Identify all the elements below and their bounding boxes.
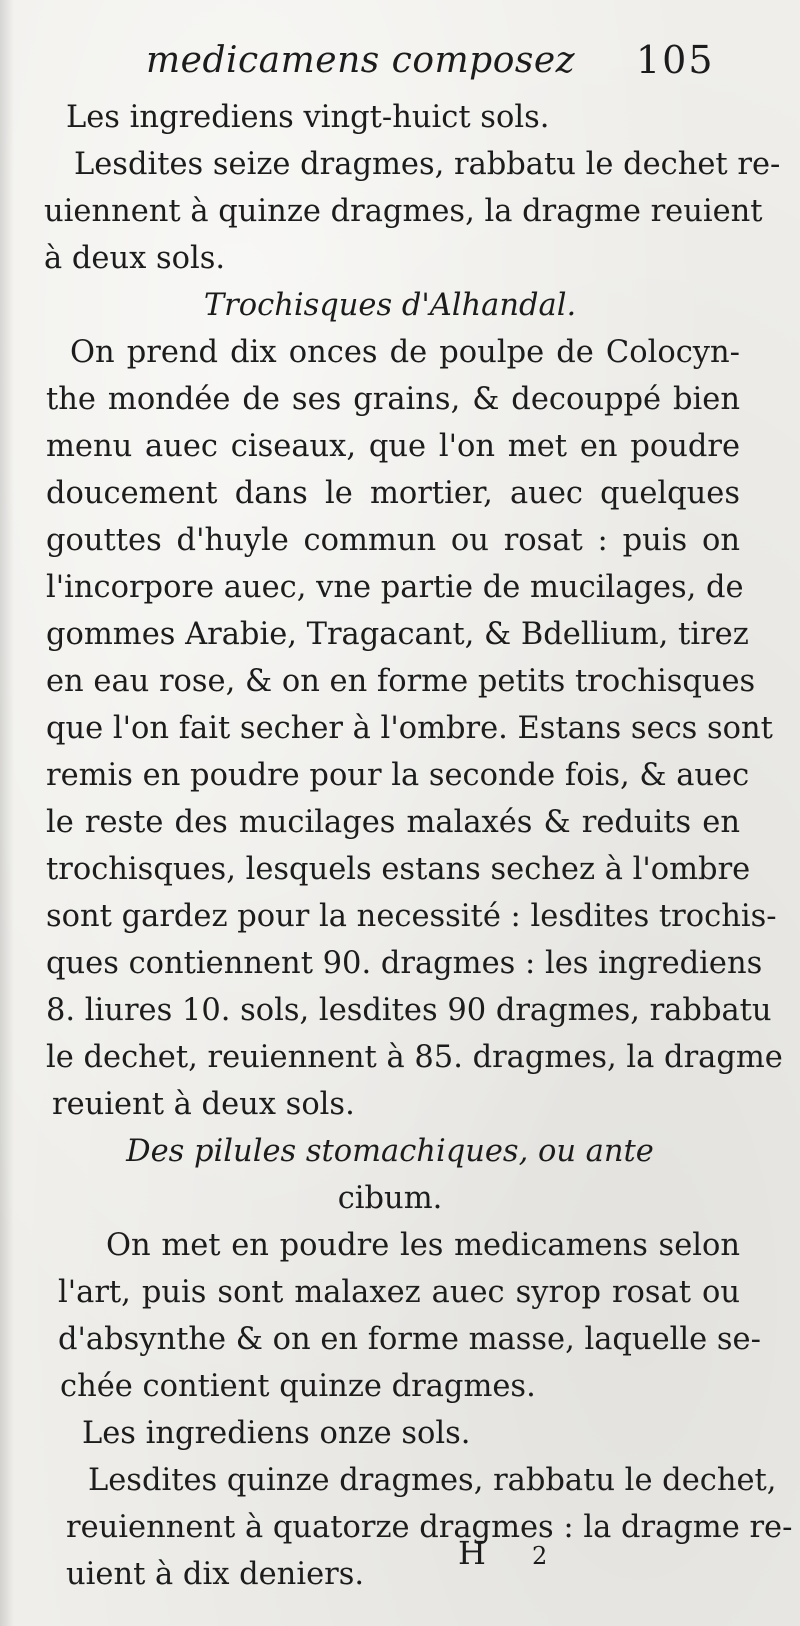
text-line: 8. liures 10. sols, lesdites 90 dragmes, rabbatu	[46, 993, 772, 1028]
text-line: l'incorpore auec, vne partie de mucilages, de	[46, 570, 744, 605]
text-line: the mondée de ses grains, & decouppé bien	[46, 382, 740, 417]
text-line: Lesdites seize dragmes, rabbatu le dechet re-	[74, 147, 781, 182]
text-line: reuient à deux sols.	[52, 1087, 355, 1122]
text-line: gouttes d'huyle commun ou rosat : puis on	[46, 523, 740, 558]
text-line: d'absynthe & on en forme masse, laquelle se-	[58, 1322, 761, 1357]
text-line: On met en poudre les medicamens selon	[106, 1228, 740, 1263]
signature-letter: H	[458, 1534, 486, 1572]
signature-number: 2	[532, 1542, 548, 1570]
text-line: doucement dans le mortier, auec quelques	[46, 476, 740, 511]
text-line: en eau rose, & on en forme petits trochisques	[46, 664, 756, 699]
text-line: ques contiennent 90. dragmes : les ingrediens	[46, 946, 763, 981]
section-heading-line: Trochisques d'Alhandal.	[203, 288, 577, 323]
text-line: Les ingrediens onze sols.	[82, 1416, 471, 1451]
text-line: chée contient quinze dragmes.	[60, 1369, 536, 1404]
text-line: que l'on fait secher à l'ombre. Estans secs sont	[46, 711, 773, 746]
text-line: le reste des mucilages malaxés & reduits en	[46, 805, 740, 840]
running-title: medicamens composez	[146, 40, 576, 81]
text-line: menu auec ciseaux, que l'on met en poudre	[46, 429, 740, 464]
text-line: gommes Arabie, Tragacant, & Bdellium, tirez	[46, 617, 749, 652]
text-line: uient à dix deniers.	[66, 1557, 365, 1592]
text-line: sont gardez pour la necessité : lesdites trochis-	[46, 899, 777, 934]
text-line: le dechet, reuiennent à 85. dragmes, la dragme	[46, 1040, 783, 1075]
text-line: Les ingrediens vingt-huict sols.	[66, 100, 550, 135]
text-line: remis en poudre pour la seconde fois, & auec	[46, 758, 750, 793]
text-line: Lesdites quinze dragmes, rabbatu le dechet,	[88, 1463, 777, 1498]
page-number: 105	[636, 38, 715, 82]
text-line: reuiennent à quatorze dragmes : la dragme re-	[66, 1510, 793, 1545]
text-line: l'art, puis sont malaxez auec syrop rosat ou	[58, 1275, 740, 1310]
body-text	[40, 94, 793, 1598]
section-heading-line: cibum.	[337, 1181, 443, 1216]
running-header	[0, 40, 800, 94]
text-line: uiennent à quinze dragmes, la dragme reuient	[44, 194, 763, 229]
text-line: On prend dix onces de poulpe de Colocyn-	[70, 335, 740, 370]
section-heading-line: Des pilules stomachiques, ou ante	[126, 1134, 654, 1169]
page-gutter-shadow	[0, 0, 14, 1626]
text-line: trochisques, lesquels estans sechez à l'ombre	[46, 852, 751, 887]
text-line: à deux sols.	[44, 241, 226, 276]
signature-mark	[458, 1534, 578, 1584]
